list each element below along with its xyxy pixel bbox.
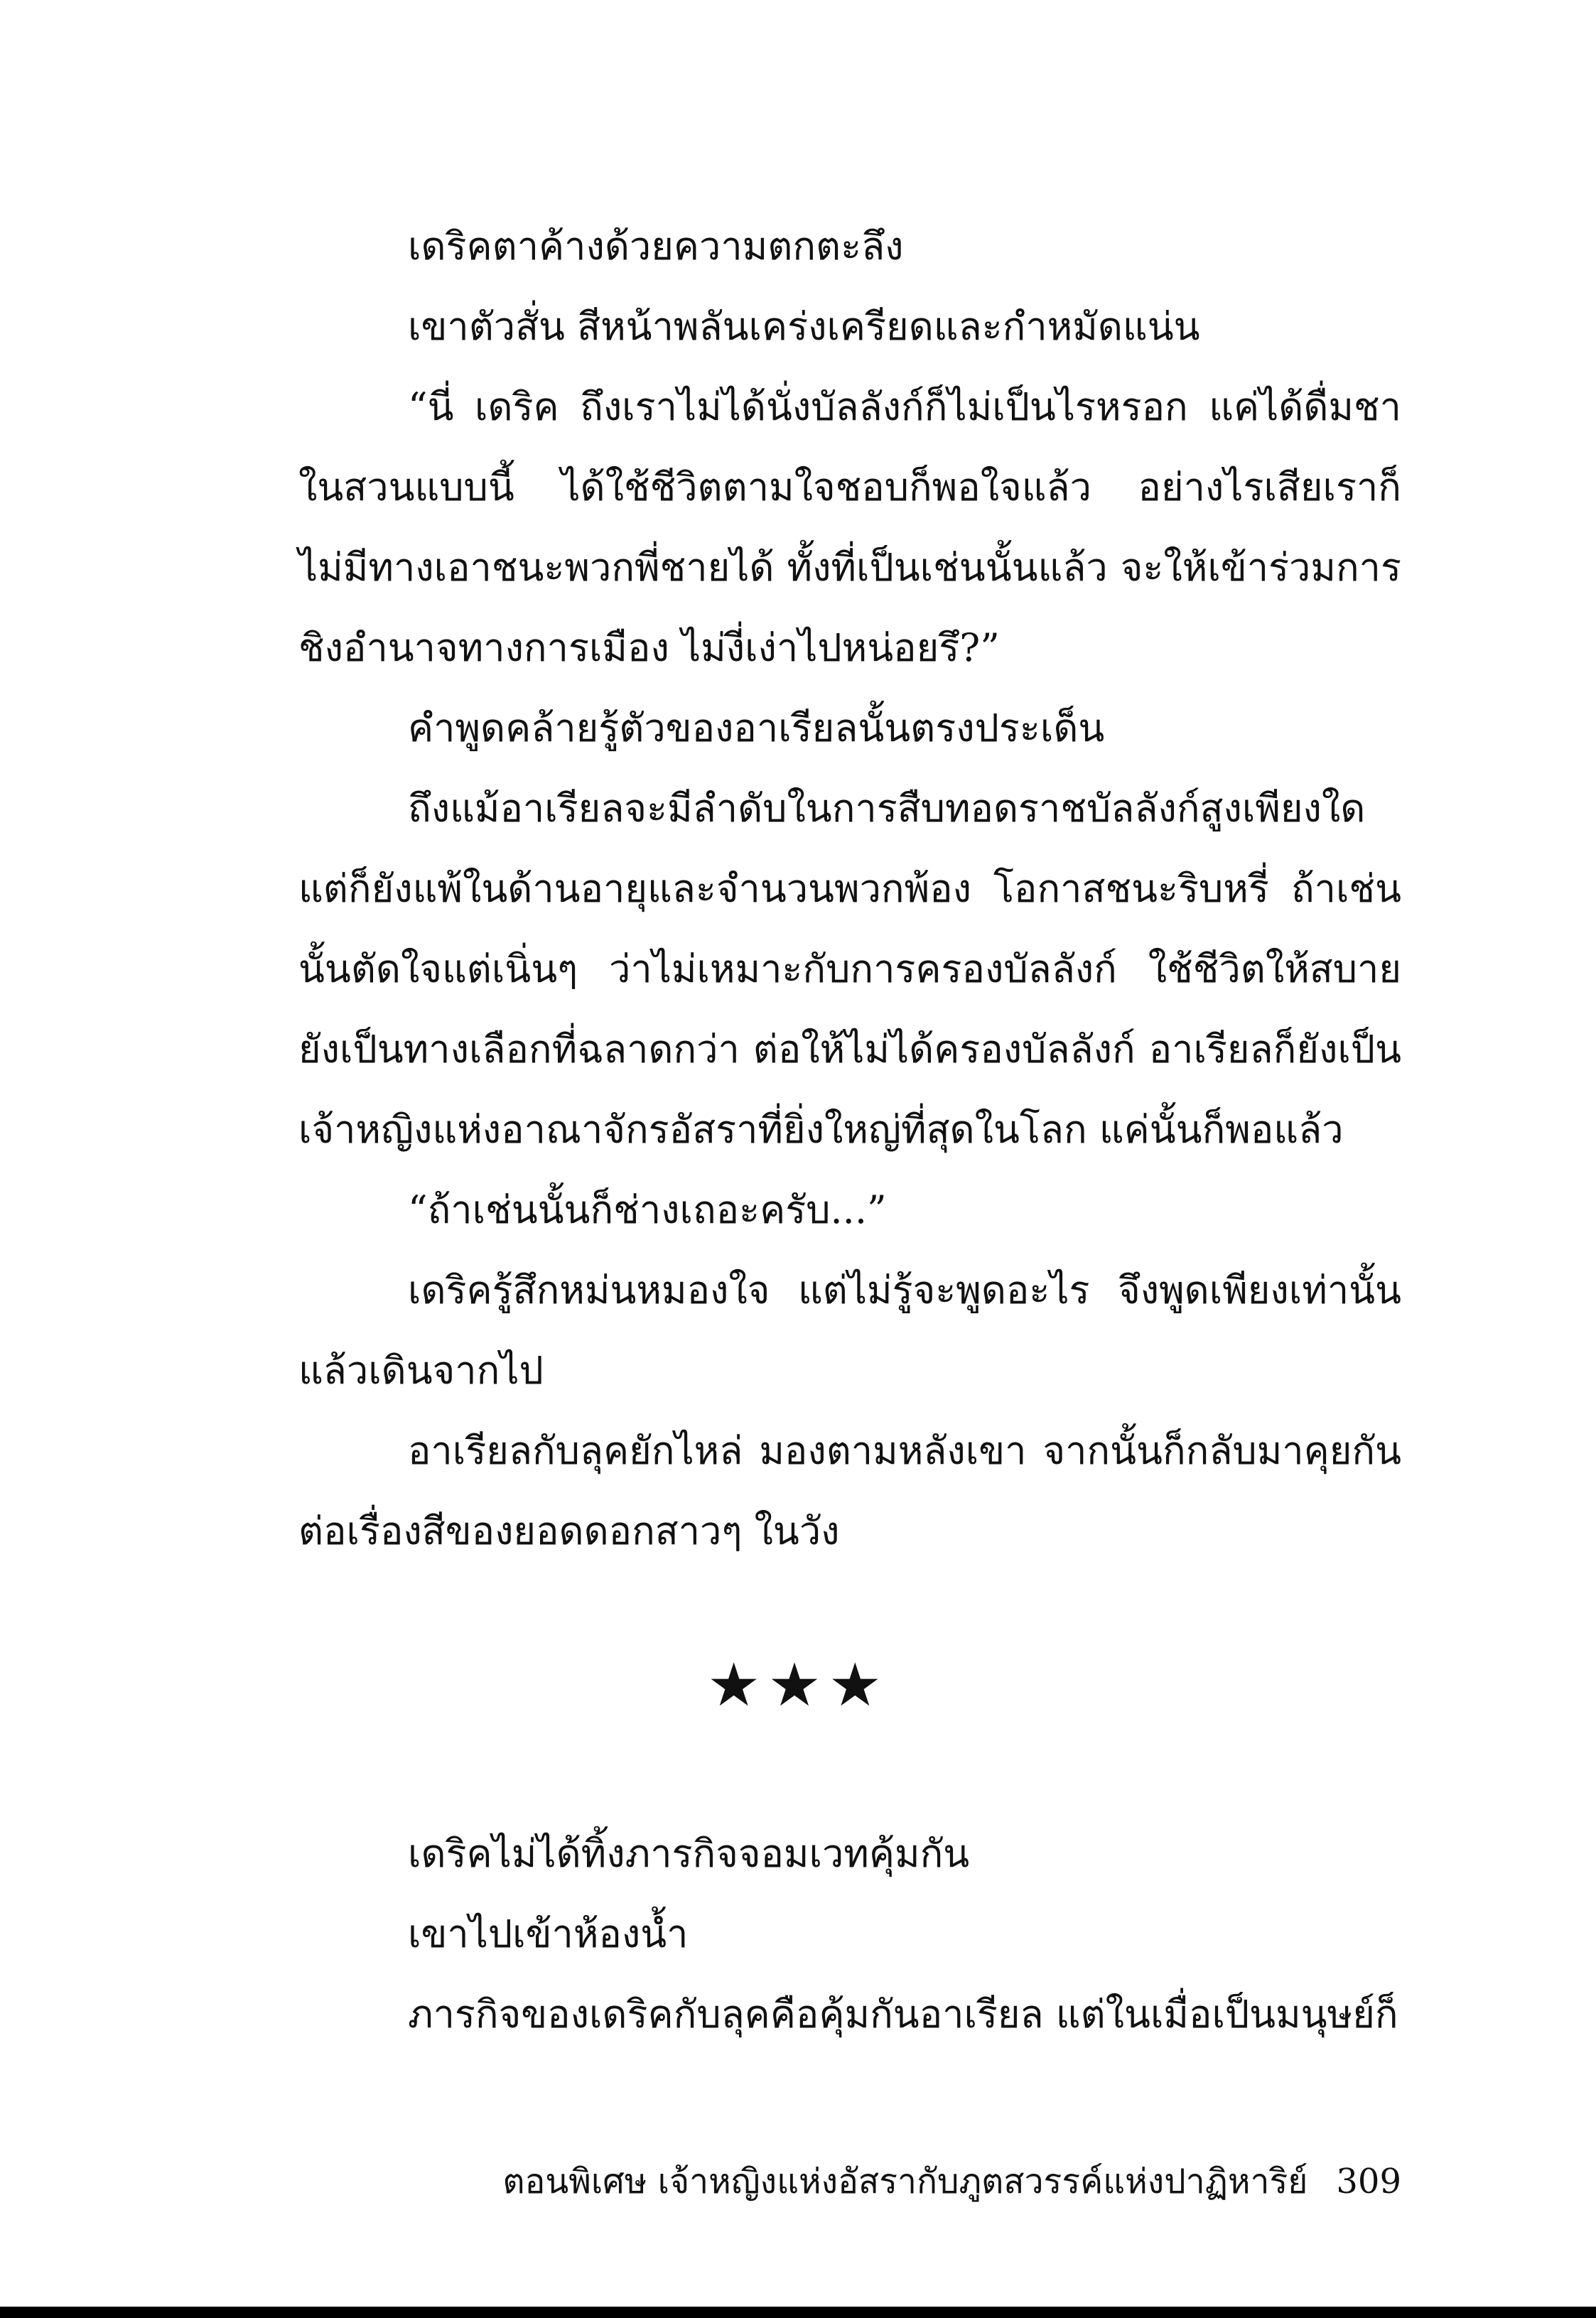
paragraph: เดริคไม่ได้ทิ้งภารกิจจอมเวทคุ้มกัน xyxy=(408,1831,970,1876)
paragraph: “ถ้าเช่นนั้นก็ช่างเถอะครับ...” xyxy=(408,1187,887,1232)
page-number: 309 xyxy=(1336,2162,1401,2201)
paragraph: คำพูดคล้ายรู้ตัวของอาเรียลนั้นตรงประเด็น xyxy=(408,706,1105,750)
paragraph: เดริครู้สึกหม่นหมองใจ แต่ไม่รู้จะพูดอะไร จึงพูดเพียงเท่านั้นแล้วเดินจากไป xyxy=(298,1268,1401,1393)
scene-break-stars: ★★★ xyxy=(707,1650,889,1720)
bottom-edge-rule xyxy=(0,2307,1596,2318)
paragraph: ถึงแม้อาเรียลจะมีลำดับในการสืบทอดราชบัลลังก์สูงเพียงใด แต่ก็ยังแพ้ในด้านอายุและจำนวนพวกพ้อง โอกาสชนะริบหรี่ ถ้าเช่นนั้นตัดใจแต่เนิ่นๆ ว่าไม่เหมาะกับการครองบัลลังก์ ใช้ชีวิตให้สบายยังเป็นทางเลือกที่ฉลาดกว่า ต่อให้ไม่ได้ครองบัลลังก์ อาเรียลก็ยังเป็นเจ้าหญิงแห่งอาณาจักรอัสราที่ยิ่งใหญ่ที่สุดในโลก แค่นั้นก็พอแล้ว xyxy=(298,786,1401,1152)
running-title: ตอนพิเศษ เจ้าหญิงแห่งอัสรากับภูตสวรรค์แห่งปาฏิหาริย์ xyxy=(502,2162,1308,2201)
body-text xyxy=(298,206,1401,1571)
paragraph: เขาตัวสั่น สีหน้าพลันเคร่งเครียดและกำหมัดแน่น xyxy=(408,304,1200,349)
paragraph: อาเรียลกับลุคยักไหล่ มองตามหลังเขา จากนั้นก็กลับมาคุยกันต่อเรื่องสีของยอดดอกสาวๆ ในวัง xyxy=(298,1428,1401,1553)
page-footer xyxy=(298,2155,1401,2209)
paragraph: “นี่ เดริค ถึงเราไม่ได้นั่งบัลลังก์ก็ไม่เป็นไรหรอก แค่ได้ดื่มชาในสวนแบบนี้ ได้ใช้ชีวิตตามใจชอบก็พอใจแล้ว อย่างไรเสียเราก็ไม่มีทางเอาชนะพวกพี่ชายได้ ทั้งที่เป็นเช่นนั้นแล้ว จะให้เข้าร่วมการชิงอำนาจทางการเมือง ไม่งี่เง่าไปหน่อยรึ?” xyxy=(298,384,1401,670)
body-text-after-break xyxy=(298,1813,1401,2054)
paragraph: ภารกิจของเดริคกับลุคคือคุ้มกันอาเรียล แต่ในเมื่อเป็นมนุษย์ก็ xyxy=(408,1992,1398,2037)
paragraph: เดริคตาค้างด้วยความตกตะลึง xyxy=(408,224,904,269)
paragraph: เขาไปเข้าห้องน้ำ xyxy=(408,1912,689,1956)
